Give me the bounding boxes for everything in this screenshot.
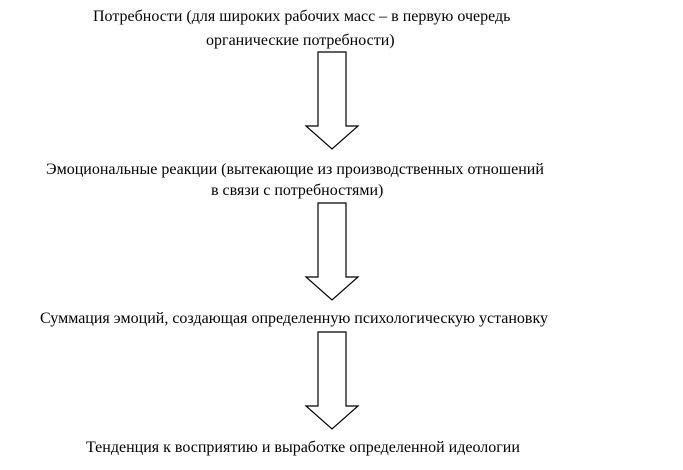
node-emotion-summation: Суммация эмоций, создающая определенную психологическую установку <box>40 310 549 327</box>
node-emotional-reactions-line2: в связи с потребностями) <box>211 182 384 199</box>
down-arrow-icon <box>304 203 360 301</box>
node-needs-line1: Потребности (для широких рабочих масс – в первую очередь <box>93 8 511 25</box>
node-emotional-reactions-line1: Эмоциональные реакции (вытекающие из производственных отношений <box>46 161 544 178</box>
arrow-down-1 <box>304 52 360 150</box>
node-needs-line2: органические потребности) <box>206 32 395 49</box>
down-arrow-icon <box>304 52 360 150</box>
node-ideology-tendency: Тенденция к восприятию и выработке определенной идеологии <box>86 439 520 456</box>
arrow-down-3 <box>304 332 360 430</box>
down-arrow-icon <box>304 332 360 430</box>
arrow-down-2 <box>304 203 360 301</box>
